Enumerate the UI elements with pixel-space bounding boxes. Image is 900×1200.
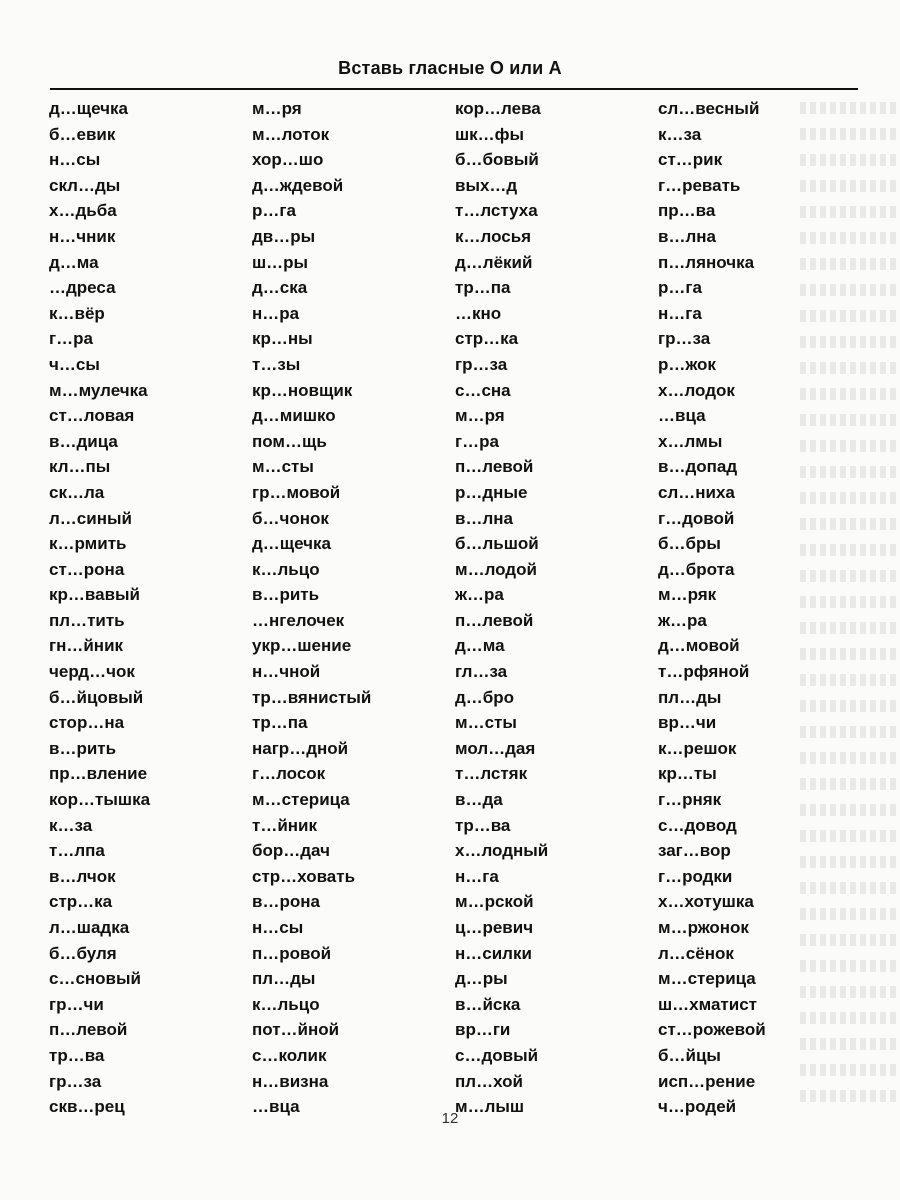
word-item: в…лна [455, 508, 513, 528]
word-item: гр…мовой [252, 482, 341, 502]
word-item: к…лосья [455, 226, 532, 246]
word-item: м…лыш [455, 1097, 525, 1117]
word-item: м…мулечка [49, 380, 148, 400]
word-item: г…ра [455, 431, 499, 451]
word-item: заг…вор [658, 841, 731, 861]
word-item: м…сты [455, 713, 517, 733]
word-item: б…чонок [252, 508, 329, 528]
page-number: 12 [441, 1110, 459, 1127]
word-item: …дреса [49, 278, 116, 298]
word-item: нагр…дной [252, 738, 349, 758]
word-item: гн…йник [49, 636, 124, 656]
word-item: д…ма [49, 252, 99, 272]
word-item: пом…щь [252, 431, 327, 451]
word-item: г…ревать [658, 175, 741, 195]
word-item: вр…ги [455, 1020, 511, 1040]
word-item: д…щечка [49, 99, 128, 118]
word-item: с…сна [455, 380, 511, 400]
word-item: д…лёкий [455, 252, 533, 272]
word-item: стр…ка [455, 329, 519, 349]
word-item: скл…ды [49, 175, 121, 195]
word-item: д…ры [455, 969, 508, 989]
word-item: х…лодный [455, 841, 549, 861]
word-column-1 [49, 96, 252, 1120]
word-item: т…лпа [49, 841, 105, 861]
word-item: ж…ра [658, 610, 707, 630]
word-item: кр…ны [252, 329, 313, 349]
word-item: вр…чи [658, 713, 717, 733]
word-item: х…лодок [658, 380, 735, 400]
word-item: к…решок [658, 738, 737, 758]
word-item: пр…ва [658, 201, 716, 221]
word-item: гл…за [455, 662, 508, 682]
word-item: м…стерица [658, 969, 756, 989]
word-item: пл…ды [658, 687, 722, 707]
word-item: н…чник [49, 226, 116, 246]
word-item: п…ровой [252, 943, 332, 963]
word-item: т…лстуха [455, 201, 538, 221]
word-item: ж…ра [455, 585, 504, 605]
word-item: н…га [658, 303, 702, 323]
word-item: н…силки [455, 943, 532, 963]
word-item: ст…рожевой [658, 1020, 766, 1040]
word-item: п…левой [455, 610, 534, 630]
word-item: б…евик [49, 124, 116, 144]
word-item: в…рить [49, 738, 117, 758]
word-item: г…рняк [658, 790, 722, 810]
word-item: …вца [658, 406, 706, 426]
word-item: кл…пы [49, 457, 111, 477]
word-column-2 [252, 96, 455, 1120]
word-item: кор…лева [455, 99, 541, 118]
word-item: исп…рение [658, 1071, 756, 1091]
word-item: укр…шение [252, 636, 352, 656]
word-item: м…лодой [455, 559, 537, 579]
word-item: …вца [252, 1097, 300, 1117]
word-item: с…довый [455, 1045, 539, 1065]
word-item: в…допад [658, 457, 738, 477]
word-item: р…дные [455, 482, 528, 502]
word-item: кр…вавый [49, 585, 140, 605]
word-item: л…шадка [49, 918, 130, 937]
word-item: н…визна [252, 1071, 329, 1091]
word-item: с…сновый [49, 969, 141, 989]
word-item: мол…дая [455, 738, 536, 758]
word-item: ц…ревич [455, 918, 534, 937]
word-item: кр…новщик [252, 380, 353, 400]
word-item: д…мишко [252, 406, 336, 426]
word-item: б…йцы [658, 1045, 721, 1065]
word-item: …нгелочек [252, 610, 345, 630]
word-item: кор…тышка [49, 790, 151, 810]
word-item: бор…дач [252, 841, 330, 861]
word-item: м…ряк [658, 585, 717, 605]
word-item: м…ржонок [658, 918, 749, 937]
word-column-3 [455, 96, 658, 1120]
word-item: ч…родей [658, 1097, 737, 1117]
word-item: т…лстяк [455, 764, 528, 784]
word-item: д…ма [455, 636, 505, 656]
word-item: л…сёнок [658, 943, 734, 963]
word-item: д…брота [658, 559, 735, 579]
page-title: Вставь гласные О или А [338, 58, 562, 78]
word-item: х…дьба [49, 201, 117, 221]
word-item: м…лоток [252, 124, 330, 144]
word-item: н…га [455, 866, 499, 886]
word-item: ск…ла [49, 482, 105, 502]
word-item: …кно [455, 303, 502, 323]
word-item: л…синый [49, 508, 132, 528]
word-item: х…хотушка [658, 892, 754, 912]
word-item: г…ра [49, 329, 93, 349]
word-item: хор…шо [252, 150, 324, 170]
word-item: р…га [658, 278, 702, 298]
word-column-4 [658, 96, 861, 1120]
word-item: г…родки [658, 866, 733, 886]
word-item: в…лна [658, 226, 716, 246]
word-item: б…йцовый [49, 687, 144, 707]
word-item: м…сты [252, 457, 314, 477]
word-item: тр…па [252, 713, 308, 733]
word-item: шк…фы [455, 124, 525, 144]
word-item: скв…рец [49, 1097, 125, 1117]
word-item: кр…ты [658, 764, 717, 784]
word-item: дв…ры [252, 226, 316, 246]
word-item: гр…чи [49, 994, 104, 1014]
word-item: с…довод [658, 815, 737, 835]
word-item: тр…ва [455, 815, 511, 835]
word-item: пл…ды [252, 969, 316, 989]
word-item: в…дица [49, 431, 118, 451]
word-item: д…ска [252, 278, 308, 298]
word-item: п…левой [455, 457, 534, 477]
word-item: т…йник [252, 815, 318, 835]
word-item: с…колик [252, 1045, 327, 1065]
word-item: в…да [455, 790, 503, 810]
word-item: б…льшой [455, 534, 539, 554]
word-item: к…за [658, 124, 702, 144]
word-item: стр…ка [49, 892, 113, 912]
word-item: м…ря [455, 406, 505, 426]
word-item: ст…рона [49, 559, 125, 579]
word-item: ш…хматист [658, 994, 757, 1014]
word-item: к…за [49, 815, 93, 835]
word-item: ст…ловая [49, 406, 135, 426]
word-item: н…сы [49, 150, 101, 170]
word-item: тр…вянистый [252, 687, 372, 707]
word-item: б…бовый [455, 150, 539, 170]
word-item: н…сы [252, 918, 304, 937]
word-item: м…ря [252, 99, 302, 118]
word-item: в…рить [252, 585, 320, 605]
word-item: ч…сы [49, 354, 100, 374]
word-item: д…щечка [252, 534, 331, 554]
word-item: г…лосок [252, 764, 326, 784]
word-item: н…ра [252, 303, 300, 323]
word-item: в…рона [252, 892, 320, 912]
word-item: м…рской [455, 892, 534, 912]
word-item: гр…за [455, 354, 508, 374]
word-item: вых…д [455, 175, 518, 195]
word-item: в…лчок [49, 866, 116, 886]
word-item: к…рмить [49, 534, 127, 554]
word-item: ш…ры [252, 252, 309, 272]
word-item: пл…хой [455, 1071, 523, 1091]
word-item: стр…ховать [252, 866, 356, 886]
word-item: к…льцо [252, 559, 320, 579]
word-item: п…ляночка [658, 252, 755, 272]
word-item: гр…за [658, 329, 711, 349]
word-item: черд…чок [49, 662, 135, 682]
word-item: в…йска [455, 994, 521, 1014]
word-item: д…ждевой [252, 175, 344, 195]
word-item: тр…па [455, 278, 511, 298]
word-item: пот…йной [252, 1020, 340, 1040]
word-item: б…бры [658, 534, 721, 554]
word-item: б…буля [49, 943, 117, 963]
word-item: стор…на [49, 713, 125, 733]
word-item: д…мовой [658, 636, 740, 656]
word-item: р…жок [658, 354, 716, 374]
word-item: р…га [252, 201, 296, 221]
word-item: сл…весный [658, 99, 760, 118]
word-item: д…бро [455, 687, 515, 707]
word-grid [49, 96, 809, 1120]
word-item: т…зы [252, 354, 301, 374]
word-item: сл…ниха [658, 482, 735, 502]
word-item: пр…вление [49, 764, 148, 784]
word-item: к…льцо [252, 994, 320, 1014]
word-item: к…вёр [49, 303, 105, 323]
word-item: ст…рик [658, 150, 723, 170]
word-item: х…лмы [658, 431, 723, 451]
word-item: н…чной [252, 662, 321, 682]
word-item: м…стерица [252, 790, 350, 810]
title-divider [50, 88, 858, 90]
word-item: тр…ва [49, 1045, 105, 1065]
word-item: т…рфяной [658, 662, 750, 682]
word-item: п…левой [49, 1020, 128, 1040]
word-item: пл…тить [49, 610, 125, 630]
word-item: гр…за [49, 1071, 102, 1091]
word-item: г…довой [658, 508, 735, 528]
